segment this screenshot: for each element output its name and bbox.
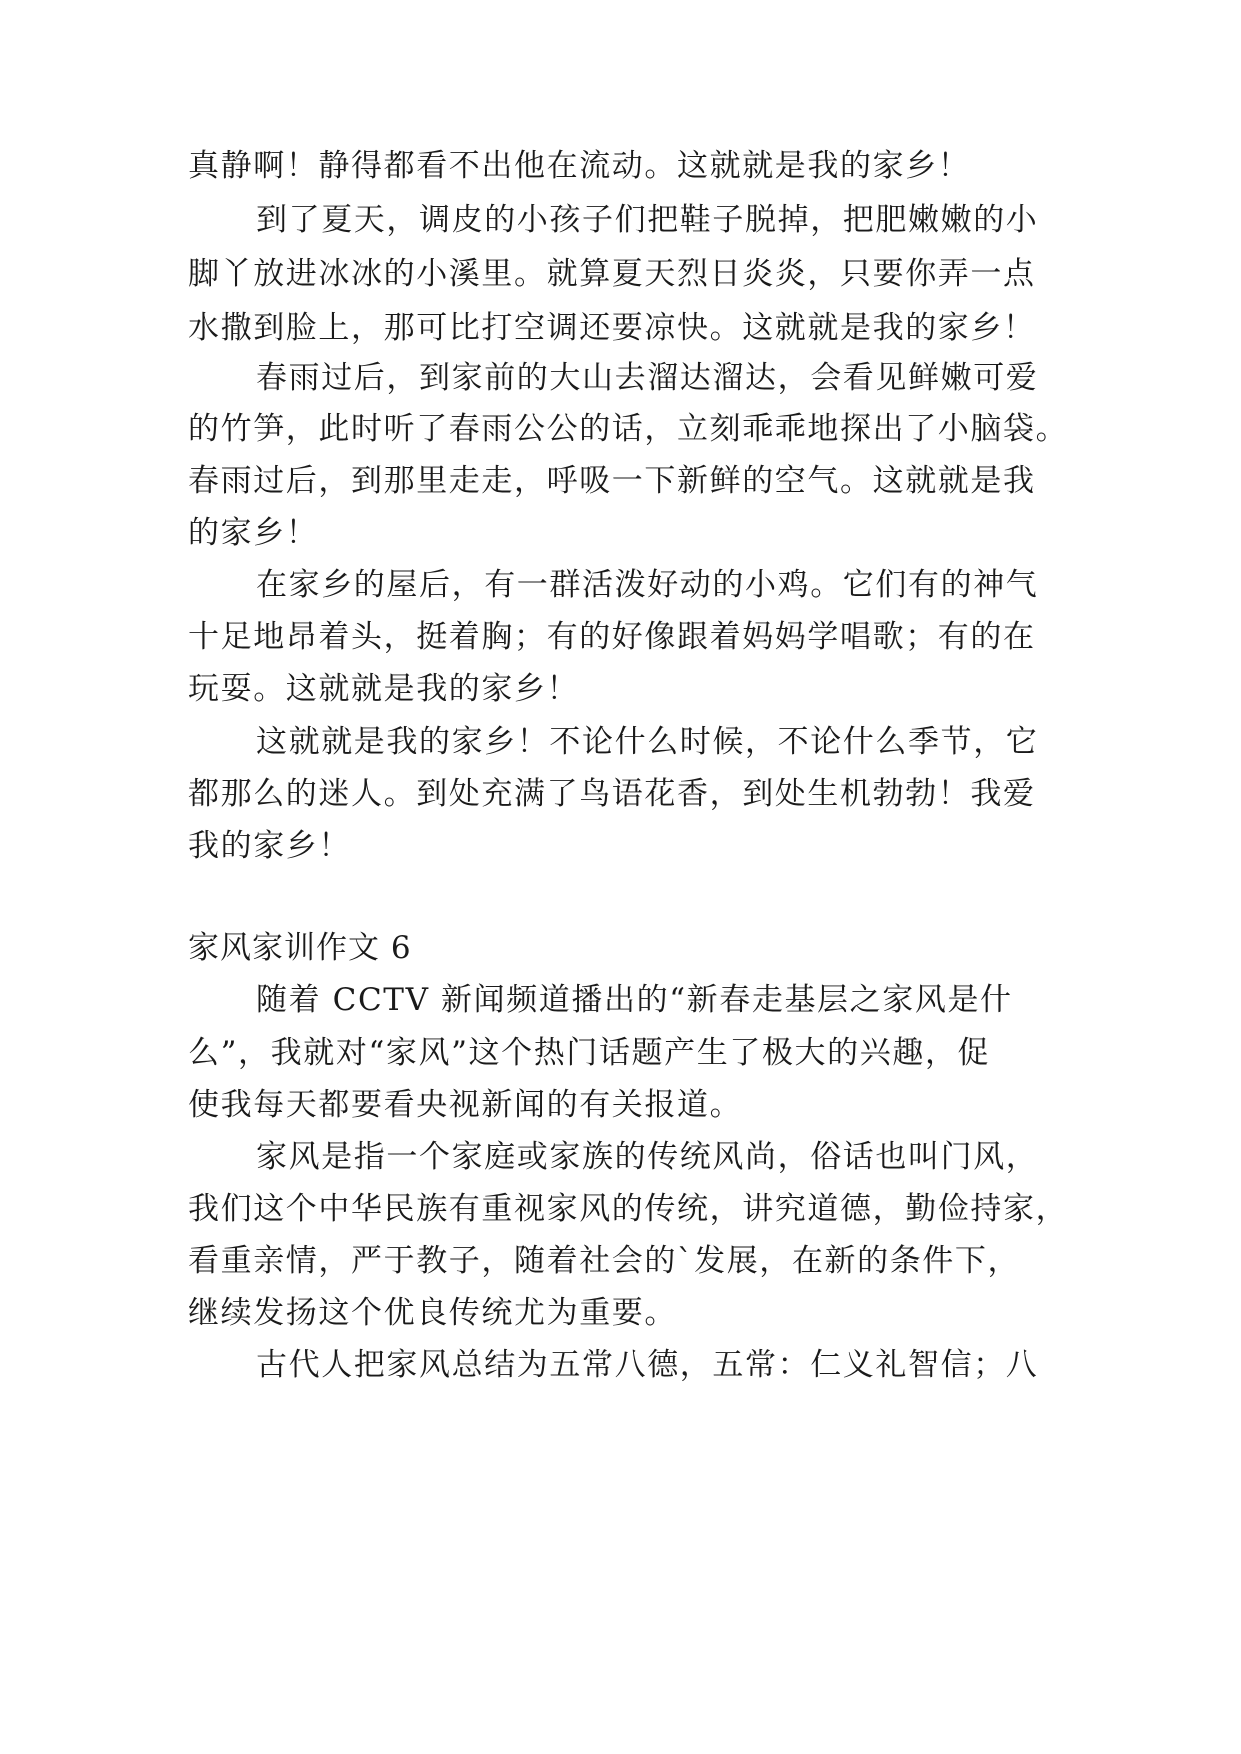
text-line: 的竹笋，此时听了春雨公公的话，立刻乖乖地探出了小脑袋。 xyxy=(188,411,1069,447)
section-heading: 家风家训作文 6 xyxy=(188,930,412,966)
paragraph-first-line: 随着 CCTV 新闻频道播出的“新春走基层之家风是什 xyxy=(256,982,1013,1018)
paragraph-first-line: 古代人把家风总结为五常八德，五常：仁义礼智信；八 xyxy=(256,1347,1039,1383)
text-line: 玩耍。这就就是我的家乡！ xyxy=(188,671,580,707)
paragraph-first-line: 家风是指一个家庭或家族的传统风尚，俗话也叫门风， xyxy=(256,1139,1039,1175)
text-line: 脚丫放进冰冰的小溪里。就算夏天烈日炎炎，只要你弄一点 xyxy=(188,256,1036,292)
paragraph-first-line: 这就就是我的家乡！不论什么时候，不论什么季节，它 xyxy=(256,724,1039,760)
paragraph-first-line: 在家乡的屋后，有一群活泼好动的小鸡。它们有的神气 xyxy=(256,567,1039,603)
text-line: 都那么的迷人。到处充满了鸟语花香，到处生机勃勃！我爱 xyxy=(188,776,1036,812)
text-line: 看重亲情，严于教子，随着社会的`发展，在新的条件下， xyxy=(188,1243,1021,1279)
text-line: 我们这个中华民族有重视家风的传统，讲究道德，勤俭持家， xyxy=(188,1191,1069,1227)
text-line: 春雨过后，到那里走走，呼吸一下新鲜的空气。这就就是我 xyxy=(188,463,1036,499)
text-line: 么”，我就对“家风”这个热门话题产生了极大的兴趣，促 xyxy=(188,1035,991,1071)
paragraph-first-line: 到了夏天，调皮的小孩子们把鞋子脱掉，把肥嫩嫩的小 xyxy=(256,202,1039,238)
text-line: 使我每天都要看央视新闻的有关报道。 xyxy=(188,1087,743,1123)
text-line: 十足地昂着头，挺着胸；有的好像跟着妈妈学唱歌；有的在 xyxy=(188,619,1036,655)
text-line: 真静啊！静得都看不出他在流动。这就就是我的家乡！ xyxy=(188,148,971,184)
text-line: 继续发扬这个优良传统尤为重要。 xyxy=(188,1295,677,1331)
text-line: 水撒到脸上，那可比打空调还要凉快。这就就是我的家乡！ xyxy=(188,310,1036,346)
text-line: 我的家乡！ xyxy=(188,828,351,864)
paragraph-first-line: 春雨过后，到家前的大山去溜达溜达，会看见鲜嫩可爱 xyxy=(256,360,1039,396)
text-line: 的家乡！ xyxy=(188,515,319,551)
